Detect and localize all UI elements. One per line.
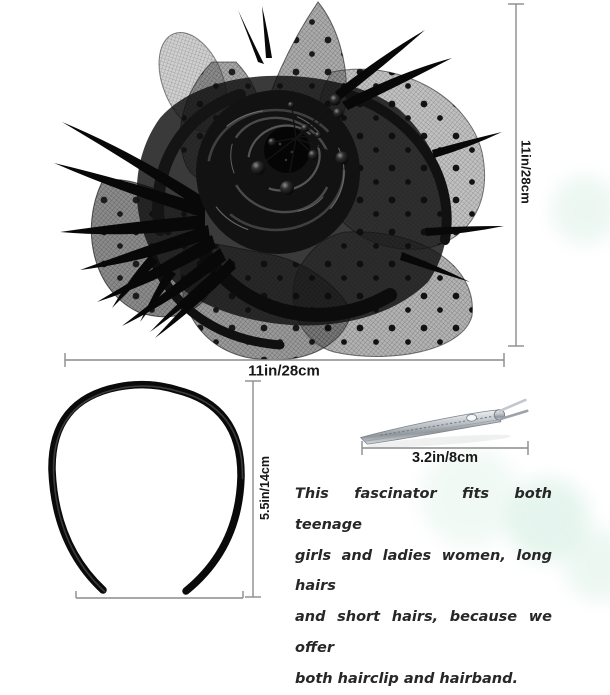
description-line: and short hairs, because we offer bbox=[295, 609, 552, 656]
description-line: girls and ladies women, long hairs bbox=[295, 547, 552, 595]
description-line: both hairclip and hairband. bbox=[295, 670, 518, 687]
description-line: This fascinator fits both teenage bbox=[295, 486, 552, 533]
fascinator-height-label: 11in/28cm bbox=[518, 140, 534, 204]
fascinator-photo bbox=[54, 2, 504, 360]
clip-width-label: 3.2in/8cm bbox=[411, 450, 479, 466]
hairclip-photo bbox=[359, 400, 529, 451]
headband-height-label: 5.5in/14cm bbox=[258, 456, 272, 520]
description-text bbox=[295, 479, 552, 695]
headband-photo bbox=[52, 385, 243, 592]
fascinator-width-label: 11in/28cm bbox=[248, 362, 320, 380]
